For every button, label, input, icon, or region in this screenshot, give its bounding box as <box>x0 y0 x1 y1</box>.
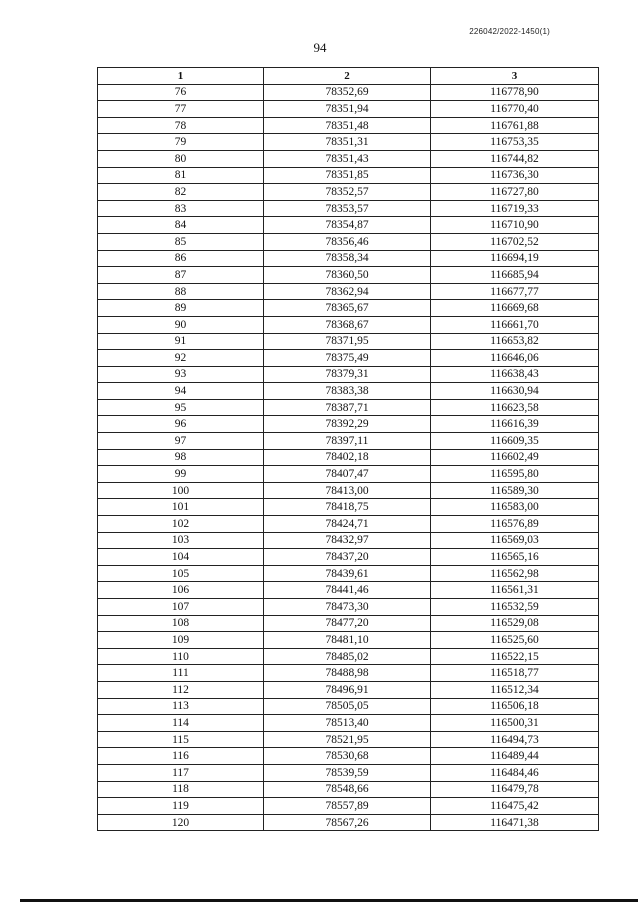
table-row <box>98 681 599 698</box>
x-coordinate-cell: 78351,85 <box>264 167 431 184</box>
point-number-cell: 115 <box>98 731 264 748</box>
y-coordinate-cell: 116736,30 <box>431 167 599 184</box>
x-coordinate-cell: 78383,38 <box>264 383 431 400</box>
point-number-cell: 90 <box>98 316 264 333</box>
table-row <box>98 565 599 582</box>
table-row <box>98 748 599 765</box>
y-coordinate-cell: 116583,00 <box>431 499 599 516</box>
table-row <box>98 300 599 317</box>
table-row <box>98 632 599 649</box>
table-row <box>98 200 599 217</box>
point-number-cell: 106 <box>98 582 264 599</box>
x-coordinate-cell: 78539,59 <box>264 764 431 781</box>
point-number-cell: 86 <box>98 250 264 267</box>
x-coordinate-cell: 78407,47 <box>264 466 431 483</box>
y-coordinate-cell: 116512,34 <box>431 681 599 698</box>
table-row <box>98 499 599 516</box>
x-coordinate-cell: 78496,91 <box>264 681 431 698</box>
x-coordinate-cell: 78354,87 <box>264 217 431 234</box>
x-coordinate-cell: 78485,02 <box>264 648 431 665</box>
y-coordinate-cell: 116576,89 <box>431 516 599 533</box>
x-coordinate-cell: 78362,94 <box>264 283 431 300</box>
y-coordinate-cell: 116702,52 <box>431 233 599 250</box>
point-number-cell: 80 <box>98 150 264 167</box>
x-coordinate-cell: 78521,95 <box>264 731 431 748</box>
y-coordinate-cell: 116677,77 <box>431 283 599 300</box>
point-number-cell: 91 <box>98 333 264 350</box>
table-row <box>98 383 599 400</box>
point-number-cell: 101 <box>98 499 264 516</box>
point-number-cell: 83 <box>98 200 264 217</box>
point-number-cell: 104 <box>98 549 264 566</box>
table-row <box>98 250 599 267</box>
point-number-cell: 92 <box>98 350 264 367</box>
document-id: 226042/2022-1450(1) <box>469 27 550 36</box>
table-row <box>98 665 599 682</box>
point-number-cell: 94 <box>98 383 264 400</box>
table-row <box>98 516 599 533</box>
x-coordinate-cell: 78513,40 <box>264 715 431 732</box>
point-number-cell: 102 <box>98 516 264 533</box>
coordinates-table <box>97 67 599 831</box>
x-coordinate-cell: 78371,95 <box>264 333 431 350</box>
table-row <box>98 217 599 234</box>
table-row <box>98 466 599 483</box>
y-coordinate-cell: 116532,59 <box>431 599 599 616</box>
point-number-cell: 84 <box>98 217 264 234</box>
table-row <box>98 366 599 383</box>
table-row <box>98 433 599 450</box>
y-coordinate-cell: 116522,15 <box>431 648 599 665</box>
point-number-cell: 116 <box>98 748 264 765</box>
point-number-cell: 76 <box>98 84 264 101</box>
y-coordinate-cell: 116753,35 <box>431 134 599 151</box>
table-row <box>98 184 599 201</box>
point-number-cell: 88 <box>98 283 264 300</box>
y-coordinate-cell: 116506,18 <box>431 698 599 715</box>
column-header-3: 3 <box>431 68 599 85</box>
y-coordinate-cell: 116719,33 <box>431 200 599 217</box>
table-row <box>98 117 599 134</box>
table-row <box>98 150 599 167</box>
point-number-cell: 117 <box>98 764 264 781</box>
table-row <box>98 698 599 715</box>
table-row <box>98 134 599 151</box>
x-coordinate-cell: 78351,48 <box>264 117 431 134</box>
point-number-cell: 107 <box>98 599 264 616</box>
x-coordinate-cell: 78368,67 <box>264 316 431 333</box>
x-coordinate-cell: 78375,49 <box>264 350 431 367</box>
x-coordinate-cell: 78488,98 <box>264 665 431 682</box>
bottom-divider <box>20 899 638 902</box>
point-number-cell: 89 <box>98 300 264 317</box>
table-header-row <box>98 68 599 85</box>
table-row <box>98 781 599 798</box>
table-row <box>98 267 599 284</box>
table-row <box>98 333 599 350</box>
x-coordinate-cell: 78351,94 <box>264 101 431 118</box>
table-row <box>98 167 599 184</box>
x-coordinate-cell: 78530,68 <box>264 748 431 765</box>
x-coordinate-cell: 78505,05 <box>264 698 431 715</box>
point-number-cell: 79 <box>98 134 264 151</box>
x-coordinate-cell: 78365,67 <box>264 300 431 317</box>
x-coordinate-cell: 78424,71 <box>264 516 431 533</box>
table-row <box>98 101 599 118</box>
x-coordinate-cell: 78477,20 <box>264 615 431 632</box>
y-coordinate-cell: 116569,03 <box>431 532 599 549</box>
y-coordinate-cell: 116616,39 <box>431 416 599 433</box>
table-row <box>98 482 599 499</box>
y-coordinate-cell: 116602,49 <box>431 449 599 466</box>
x-coordinate-cell: 78413,00 <box>264 482 431 499</box>
x-coordinate-cell: 78358,34 <box>264 250 431 267</box>
y-coordinate-cell: 116744,82 <box>431 150 599 167</box>
y-coordinate-cell: 116561,31 <box>431 582 599 599</box>
y-coordinate-cell: 116484,46 <box>431 764 599 781</box>
table-row <box>98 582 599 599</box>
point-number-cell: 108 <box>98 615 264 632</box>
y-coordinate-cell: 116710,90 <box>431 217 599 234</box>
point-number-cell: 98 <box>98 449 264 466</box>
table-row <box>98 764 599 781</box>
y-coordinate-cell: 116565,16 <box>431 549 599 566</box>
y-coordinate-cell: 116623,58 <box>431 399 599 416</box>
y-coordinate-cell: 116694,19 <box>431 250 599 267</box>
x-coordinate-cell: 78352,69 <box>264 84 431 101</box>
table-row <box>98 416 599 433</box>
column-header-1: 1 <box>98 68 264 85</box>
y-coordinate-cell: 116500,31 <box>431 715 599 732</box>
point-number-cell: 111 <box>98 665 264 682</box>
point-number-cell: 103 <box>98 532 264 549</box>
table-row <box>98 615 599 632</box>
point-number-cell: 81 <box>98 167 264 184</box>
x-coordinate-cell: 78356,46 <box>264 233 431 250</box>
y-coordinate-cell: 116761,88 <box>431 117 599 134</box>
point-number-cell: 78 <box>98 117 264 134</box>
y-coordinate-cell: 116489,44 <box>431 748 599 765</box>
x-coordinate-cell: 78432,97 <box>264 532 431 549</box>
point-number-cell: 112 <box>98 681 264 698</box>
page-number: 94 <box>313 40 327 55</box>
table-row <box>98 798 599 815</box>
point-number-cell: 97 <box>98 433 264 450</box>
y-coordinate-cell: 116630,94 <box>431 383 599 400</box>
table-body <box>98 84 599 831</box>
point-number-cell: 82 <box>98 184 264 201</box>
y-coordinate-cell: 116562,98 <box>431 565 599 582</box>
table-row <box>98 715 599 732</box>
x-coordinate-cell: 78473,30 <box>264 599 431 616</box>
y-coordinate-cell: 116646,06 <box>431 350 599 367</box>
column-header-2: 2 <box>264 68 431 85</box>
table-row <box>98 599 599 616</box>
x-coordinate-cell: 78418,75 <box>264 499 431 516</box>
point-number-cell: 114 <box>98 715 264 732</box>
point-number-cell: 85 <box>98 233 264 250</box>
point-number-cell: 99 <box>98 466 264 483</box>
y-coordinate-cell: 116778,90 <box>431 84 599 101</box>
y-coordinate-cell: 116685,94 <box>431 267 599 284</box>
x-coordinate-cell: 78548,66 <box>264 781 431 798</box>
x-coordinate-cell: 78441,46 <box>264 582 431 599</box>
x-coordinate-cell: 78567,26 <box>264 814 431 831</box>
table-row <box>98 350 599 367</box>
y-coordinate-cell: 116529,08 <box>431 615 599 632</box>
x-coordinate-cell: 78397,11 <box>264 433 431 450</box>
table-row <box>98 814 599 831</box>
x-coordinate-cell: 78557,89 <box>264 798 431 815</box>
table-row <box>98 283 599 300</box>
y-coordinate-cell: 116661,70 <box>431 316 599 333</box>
x-coordinate-cell: 78437,20 <box>264 549 431 566</box>
point-number-cell: 113 <box>98 698 264 715</box>
x-coordinate-cell: 78352,57 <box>264 184 431 201</box>
y-coordinate-cell: 116525,60 <box>431 632 599 649</box>
table-row <box>98 731 599 748</box>
x-coordinate-cell: 78392,29 <box>264 416 431 433</box>
y-coordinate-cell: 116727,80 <box>431 184 599 201</box>
point-number-cell: 77 <box>98 101 264 118</box>
y-coordinate-cell: 116471,38 <box>431 814 599 831</box>
y-coordinate-cell: 116669,68 <box>431 300 599 317</box>
x-coordinate-cell: 78353,57 <box>264 200 431 217</box>
point-number-cell: 119 <box>98 798 264 815</box>
y-coordinate-cell: 116475,42 <box>431 798 599 815</box>
table-row <box>98 648 599 665</box>
point-number-cell: 87 <box>98 267 264 284</box>
x-coordinate-cell: 78481,10 <box>264 632 431 649</box>
y-coordinate-cell: 116595,80 <box>431 466 599 483</box>
point-number-cell: 118 <box>98 781 264 798</box>
point-number-cell: 120 <box>98 814 264 831</box>
table-row <box>98 449 599 466</box>
table-row <box>98 399 599 416</box>
point-number-cell: 95 <box>98 399 264 416</box>
y-coordinate-cell: 116770,40 <box>431 101 599 118</box>
point-number-cell: 105 <box>98 565 264 582</box>
y-coordinate-cell: 116653,82 <box>431 333 599 350</box>
point-number-cell: 96 <box>98 416 264 433</box>
point-number-cell: 109 <box>98 632 264 649</box>
y-coordinate-cell: 116479,78 <box>431 781 599 798</box>
y-coordinate-cell: 116638,43 <box>431 366 599 383</box>
table-row <box>98 549 599 566</box>
x-coordinate-cell: 78387,71 <box>264 399 431 416</box>
table-row <box>98 316 599 333</box>
table-row <box>98 233 599 250</box>
x-coordinate-cell: 78351,43 <box>264 150 431 167</box>
point-number-cell: 100 <box>98 482 264 499</box>
table-row <box>98 84 599 101</box>
y-coordinate-cell: 116609,35 <box>431 433 599 450</box>
table-row <box>98 532 599 549</box>
x-coordinate-cell: 78402,18 <box>264 449 431 466</box>
y-coordinate-cell: 116589,30 <box>431 482 599 499</box>
x-coordinate-cell: 78439,61 <box>264 565 431 582</box>
y-coordinate-cell: 116494,73 <box>431 731 599 748</box>
point-number-cell: 110 <box>98 648 264 665</box>
point-number-cell: 93 <box>98 366 264 383</box>
x-coordinate-cell: 78360,50 <box>264 267 431 284</box>
y-coordinate-cell: 116518,77 <box>431 665 599 682</box>
x-coordinate-cell: 78379,31 <box>264 366 431 383</box>
x-coordinate-cell: 78351,31 <box>264 134 431 151</box>
